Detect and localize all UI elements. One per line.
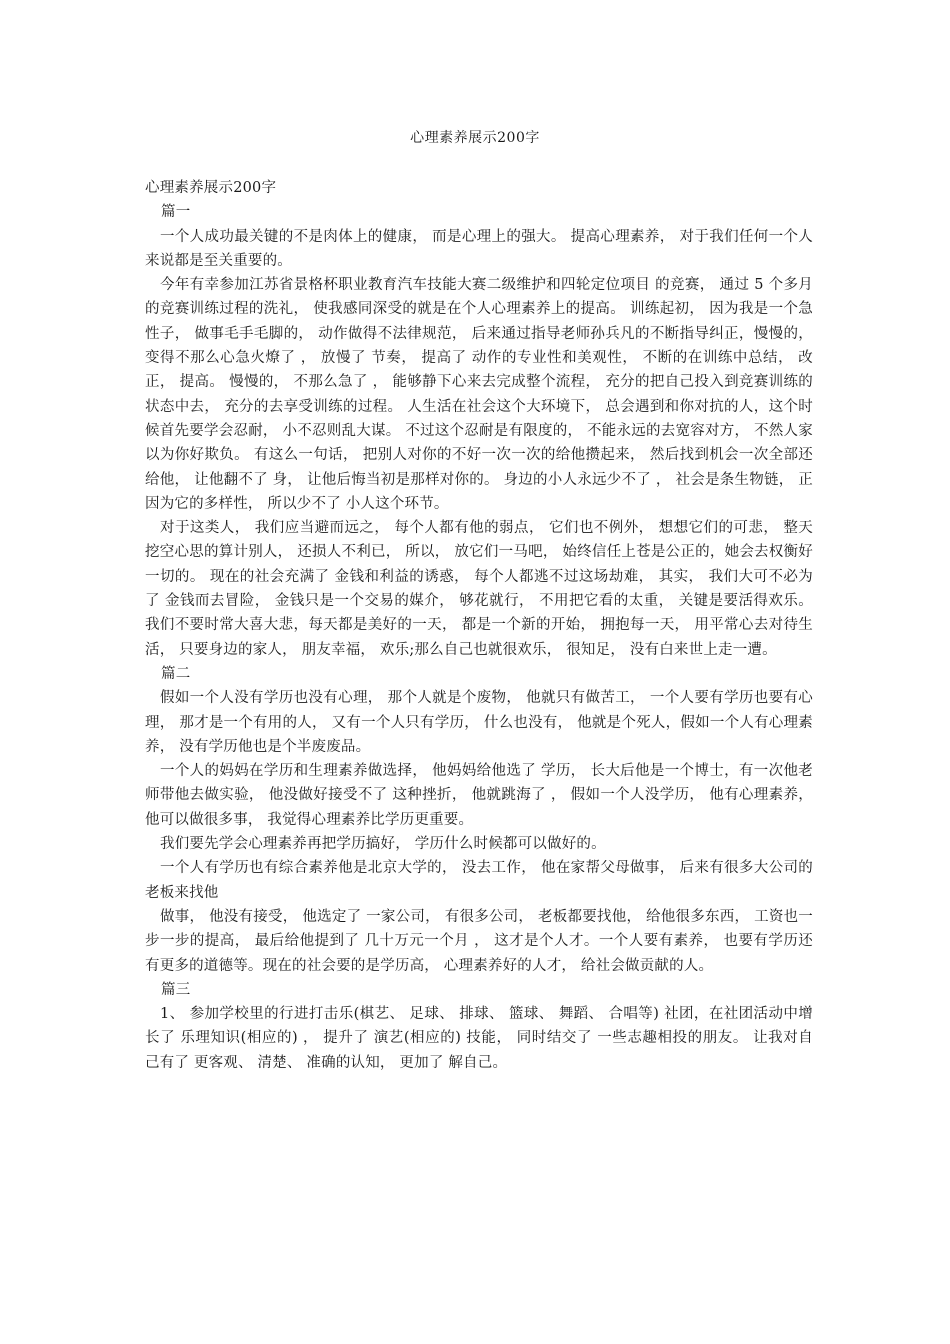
section-heading-1: 篇一: [161, 204, 191, 221]
paragraph-8: 做事， 他没有接受， 他选定了 一家公司， 有很多公司， 老板都要找他， 给他很多东西， 工资也一步一步的提高， 最后给他提到了 几十万元一个月 ， 这才是个人才。一个人要有素养， 也要有学历还有更多的道德等。现在的社会要的是学历高， 心理素养好的人才， 给社会做贡献的人。: [145, 908, 813, 974]
paragraph-3: 对于这类人， 我们应当避而远之， 每个人都有他的弱点， 它们也不例外， 想想它们的可悲， 整天挖空心思的算计别人， 还损人不利已， 所以， 放它们一马吧， 始终信任上苍是公正的，她会去权衡好一切的。 现在的社会充满了 金钱和利益的诱惑， 每个人都逃不过这场劫难， 其实， 我们大可不必为了 金钱而去冒险， 金钱只是一个交易的媒介， 够花就行， 不用把它看的太重， 关键是要活得欢乐。 我们不要时常大喜大悲，每天都是美好的一天， 都是一个新的开始， 拥抱每一天， 用平常心去对待生活， 只要身边的家人， 朋友幸福， 欢乐;那么自己也就很欢乐， 很知足， 没有白来世上走一遭。: [145, 520, 813, 658]
paragraph-9: 1、 参加学校里的行进打击乐(棋艺、 足球、 排球、 篮球、 舞蹈、 合唱等) 社团，在社团活动中增长了 乐理知识(相应的) ， 提升了 演艺(相应的) 技能， 同时结交了 一些志趣相投的朋友。 让我对自 己有了 更客观、 清楚、 准确的认知， 更加了 解自己。: [145, 1006, 813, 1071]
paragraph-4: 假如一个人没有学历也没有心理， 那个人就是个废物， 他就只有做苦工， 一个人要有学历也要有心理， 那才是一个有用的人， 又有一个人只有学历， 什么也没有， 他就是个死人，假如一个人有心理素养， 没有学历他也是个半废废品。: [145, 690, 813, 755]
paragraph-7: 一个人有学历也有综合素养他是北京大学的， 没去工作， 他在家帮父母做事， 后来有很多大公司的老板来找他: [145, 860, 813, 901]
section-heading-2: 篇二: [161, 665, 191, 682]
paragraph-6: 我们要先学会心理素养再把学历搞好， 学历什么时候都可以做好的。: [160, 836, 606, 853]
document-body: [145, 176, 813, 1075]
paragraph-5: 一个人的妈妈在学历和生理素养做选择， 他妈妈给他选了 学历， 长大后他是一个博士，有一次他老师带他去做实验， 他没做好接受不了 这种挫折， 他就跳海了 ， 假如一个人没学历， 他有心理素养， 他可以做很多事， 我觉得心理素养比学历更重要。: [145, 763, 813, 828]
document-subtitle: 心理素养展示200字: [145, 180, 277, 196]
paragraph-1: 一个人成功最关键的不是肉体上的健康， 而是心理上的强大。 提高心理素养， 对于我们任何一个人来说都是至关重要的。: [145, 228, 813, 269]
page-title: 心理素养展示200字: [410, 130, 540, 146]
section-heading-3: 篇三: [161, 981, 191, 998]
paragraph-2: 今年有幸参加江苏省景格杯职业教育汽车技能大赛二级维护和四轮定位项目 的竞赛， 通过 5 个多月 的竞赛训练过程的洗礼， 使我感同深受的就是在个人心理素养上的提高。 训练起初， 因为我是一个急性子， 做事毛手毛脚的， 动作做得不法律规范， 后来通过指导老师孙兵凡的不断指导纠正，慢慢的， 变得不那么心急火燎了 ， 放慢了 节奏， 提高了 动作的专业性和美观性， 不断的在训练中总结， 改正， 提高。 慢慢的， 不那么急了 ， 能够静下心来去完成整个流程， 充分的把自己投入到竞赛训练的状态中去， 充分的去享受训练的过程。 人生活在社会这个大环境下， 总会遇到和你对抗的人，这个时候首先要学会忍耐， 小不忍则乱大谋。 不过这个忍耐是有限度的， 不能永远的去宽容对方， 不然人家以为你好欺负。 有这么一句话， 把别人对你的不好一次一次的给他攒起来， 然后找到机会一次全部还给他， 让他翻不了 身， 让他后悔当初是那样对你的。 身边的小人永远少不了 ， 社会是条生物链， 正因为它的多样性， 所以少不了 小人这个环节。: [145, 277, 813, 512]
